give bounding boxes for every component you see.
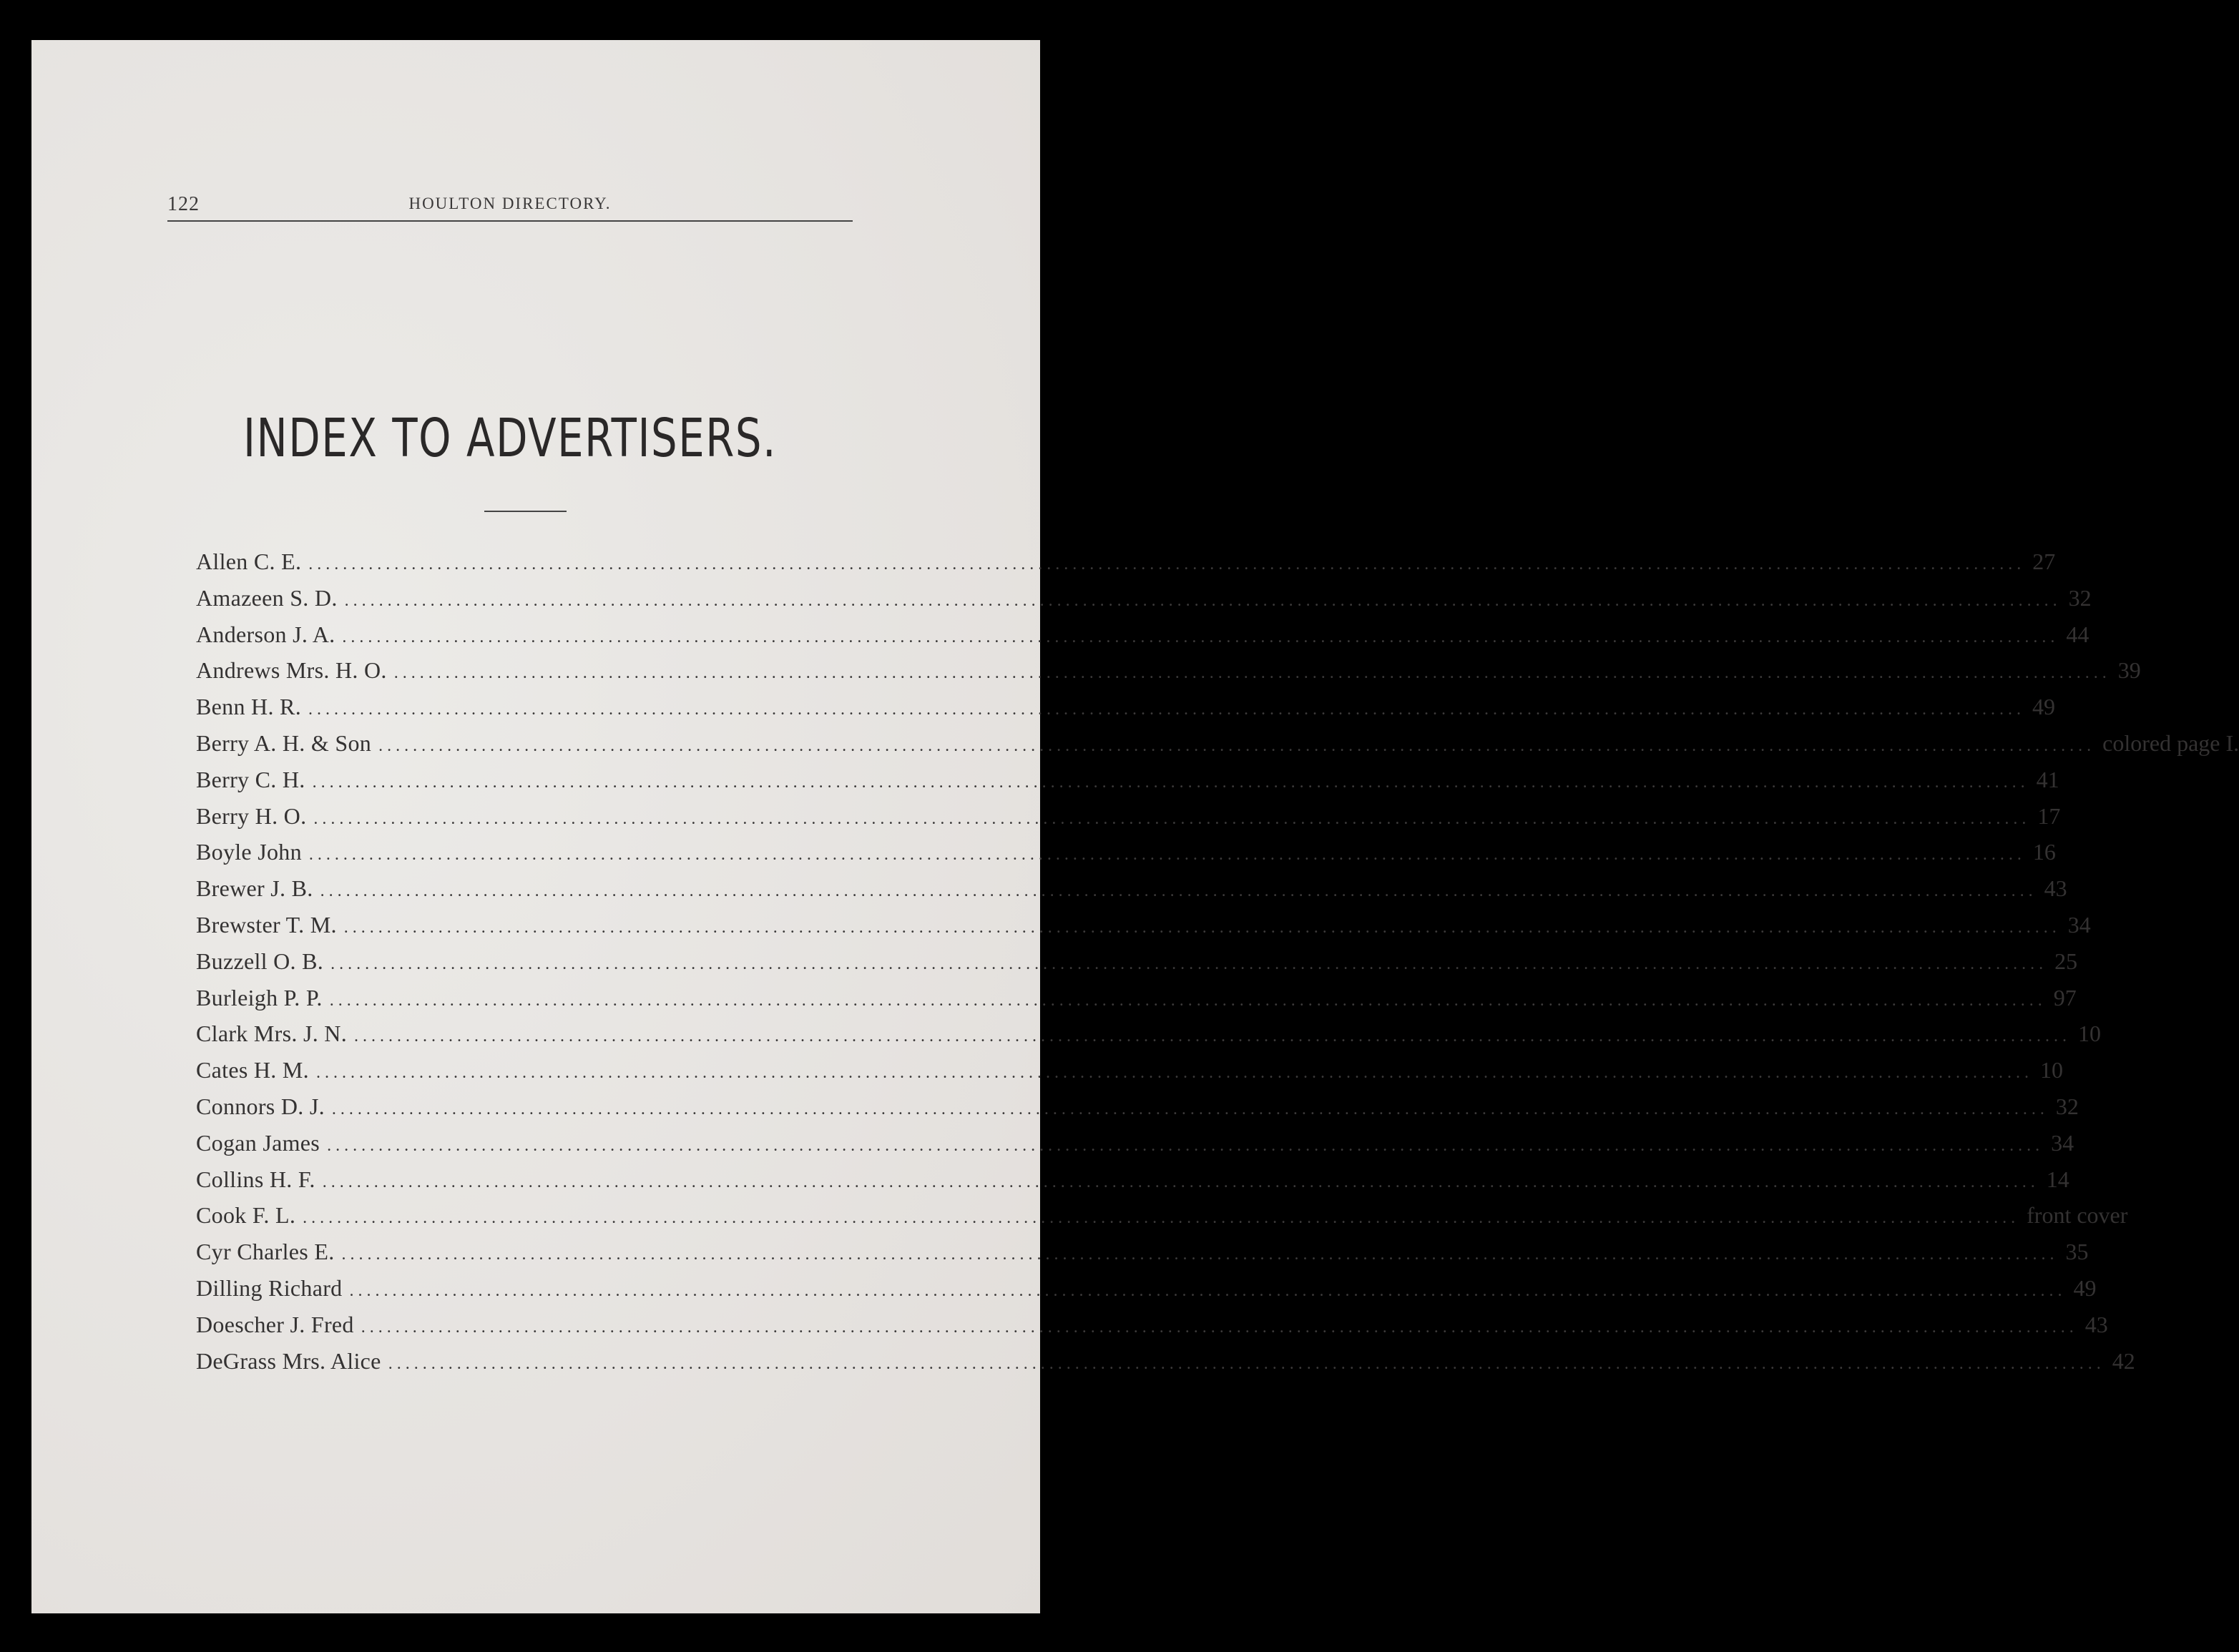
index-entry: [196, 1161, 2069, 1198]
dot-leader: ........................................................................................................................................................................................................: [329, 990, 2047, 1010]
index-entry: [196, 1016, 2102, 1052]
page-reference: 34: [2067, 911, 2091, 938]
dot-leader: ........................................................................................................................................................................................................: [349, 1281, 2067, 1300]
page-reference: 32: [2055, 1093, 2079, 1119]
advertiser-name: Cates H. M.: [196, 1057, 309, 1083]
running-header: [167, 185, 853, 220]
advertiser-name: Allen C. E.: [196, 549, 302, 574]
index-entry: [196, 798, 2061, 835]
dot-leader: ........................................................................................................................................................................................................: [327, 1136, 2044, 1155]
advertiser-name: Berry C. H.: [196, 766, 305, 792]
advertiser-name: Connors D. J.: [196, 1093, 325, 1119]
dot-leader: ........................................................................................................................................................................................................: [343, 918, 2061, 937]
index-entry: [196, 762, 2059, 798]
advertiser-name: Andrews Mrs. H. O.: [196, 657, 387, 684]
advertiser-name: Buzzell O. B.: [196, 948, 324, 974]
dot-leader: ........................................................................................................................................................................................................: [315, 1063, 2033, 1083]
page-reference: 97: [2053, 984, 2077, 1011]
index-entry: [196, 1343, 2135, 1380]
running-title: HOULTON DIRECTORY.: [408, 195, 612, 212]
index-entry: [196, 689, 2055, 725]
page-reference: 16: [2032, 839, 2056, 865]
advertiser-name: Brewer J. B.: [196, 875, 313, 902]
page-reference: 43: [2044, 875, 2067, 902]
index-entry: [196, 834, 2056, 870]
index-entry: [196, 1052, 2063, 1088]
advertiser-name: Clark Mrs. J. N.: [196, 1021, 348, 1047]
page-reference: 27: [2032, 549, 2056, 574]
page-reference: 14: [2046, 1166, 2069, 1192]
dot-leader: ........................................................................................................................................................................................................: [313, 809, 2031, 828]
dot-leader: ........................................................................................................................................................................................................: [361, 1317, 2078, 1337]
advertiser-name: Berry A. H. & Son: [196, 729, 372, 756]
index-entry: [196, 1234, 2089, 1270]
page-reference: 43: [2084, 1311, 2108, 1337]
index-entry: [196, 1270, 2097, 1307]
advertiser-name: DeGrass Mrs. Alice: [196, 1347, 381, 1374]
index-entry: [196, 980, 2077, 1016]
title-rule: [484, 511, 567, 512]
advertiser-name: Dilling Richard: [196, 1274, 343, 1301]
page-reference: 42: [2112, 1347, 2135, 1374]
page-reference: 10: [2039, 1057, 2063, 1083]
dot-leader: ........................................................................................................................................................................................................: [354, 1027, 2072, 1046]
page-reference: 34: [2051, 1129, 2074, 1156]
dot-leader: ........................................................................................................................................................................................................: [308, 845, 2026, 865]
dot-leader: ........................................................................................................................................................................................................: [342, 627, 2059, 646]
dot-leader: ........................................................................................................................................................................................................: [308, 555, 2026, 574]
page-reference: 10: [2078, 1021, 2102, 1047]
index-entry: [196, 943, 2078, 980]
dot-leader: ........................................................................................................................................................................................................: [308, 700, 2025, 719]
page-number: 122: [167, 193, 200, 215]
page-reference: 25: [2054, 948, 2078, 974]
header-rule: [167, 220, 853, 222]
index-entry: [196, 544, 2056, 580]
page-reference: 39: [2117, 657, 2141, 684]
advertiser-name: Anderson J. A.: [196, 621, 335, 647]
advertiser-name: Berry H. O.: [196, 802, 307, 829]
advertiser-name: Burleigh P. P.: [196, 984, 323, 1011]
dot-leader: ........................................................................................................................................................................................................: [303, 1209, 2020, 1228]
index-entry: [196, 580, 2092, 616]
dot-leader: ........................................................................................................................................................................................................: [320, 882, 2037, 901]
index-entry: [196, 1125, 2074, 1161]
advertiser-name: Amazeen S. D.: [196, 584, 338, 611]
dot-leader: ........................................................................................................................................................................................................: [393, 664, 2111, 683]
dot-leader: ........................................................................................................................................................................................................: [330, 954, 2048, 973]
dot-leader: ........................................................................................................................................................................................................: [378, 736, 2096, 755]
advertiser-name: Benn H. R.: [196, 694, 301, 720]
advertiser-name: Collins H. F.: [196, 1166, 315, 1192]
page-title: INDEX TO ADVERTISERS.: [242, 408, 778, 469]
index-entry: [196, 725, 2239, 762]
dot-leader: ........................................................................................................................................................................................................: [344, 591, 2062, 610]
index-entry: [196, 616, 2089, 653]
dot-leader: ........................................................................................................................................................................................................: [312, 772, 2029, 792]
advertiser-name: Cyr Charles E.: [196, 1239, 335, 1265]
page-reference: 49: [2032, 694, 2055, 720]
index-entry: [196, 1088, 2079, 1125]
index-entry: [196, 652, 2141, 689]
index-entry: [196, 907, 2091, 943]
dot-leader: ........................................................................................................................................................................................................: [322, 1172, 2039, 1191]
advertiser-name: Cogan James: [196, 1129, 320, 1156]
index-entry: [196, 870, 2067, 907]
advertiser-name: Cook F. L.: [196, 1202, 296, 1229]
advertiser-name: Boyle John: [196, 839, 302, 865]
dot-leader: ........................................................................................................................................................................................................: [331, 1099, 2049, 1118]
advertiser-index: [196, 544, 2239, 1379]
page-reference: 32: [2068, 584, 2092, 611]
page-reference: 41: [2036, 766, 2059, 792]
page-reference: 35: [2065, 1239, 2089, 1265]
page-reference: colored page I.: [2102, 729, 2239, 756]
dot-leader: ........................................................................................................................................................................................................: [341, 1245, 2059, 1264]
page-reference: 44: [2066, 621, 2089, 647]
page-reference: front cover: [2027, 1202, 2128, 1229]
dot-leader: ........................................................................................................................................................................................................: [388, 1354, 2105, 1373]
advertiser-name: Brewster T. M.: [196, 911, 337, 938]
page-reference: 49: [2073, 1274, 2097, 1301]
advertiser-name: Doescher J. Fred: [196, 1311, 354, 1337]
index-entry: [196, 1307, 2108, 1343]
page-reference: 17: [2037, 802, 2061, 829]
index-entry: [196, 1197, 2128, 1234]
